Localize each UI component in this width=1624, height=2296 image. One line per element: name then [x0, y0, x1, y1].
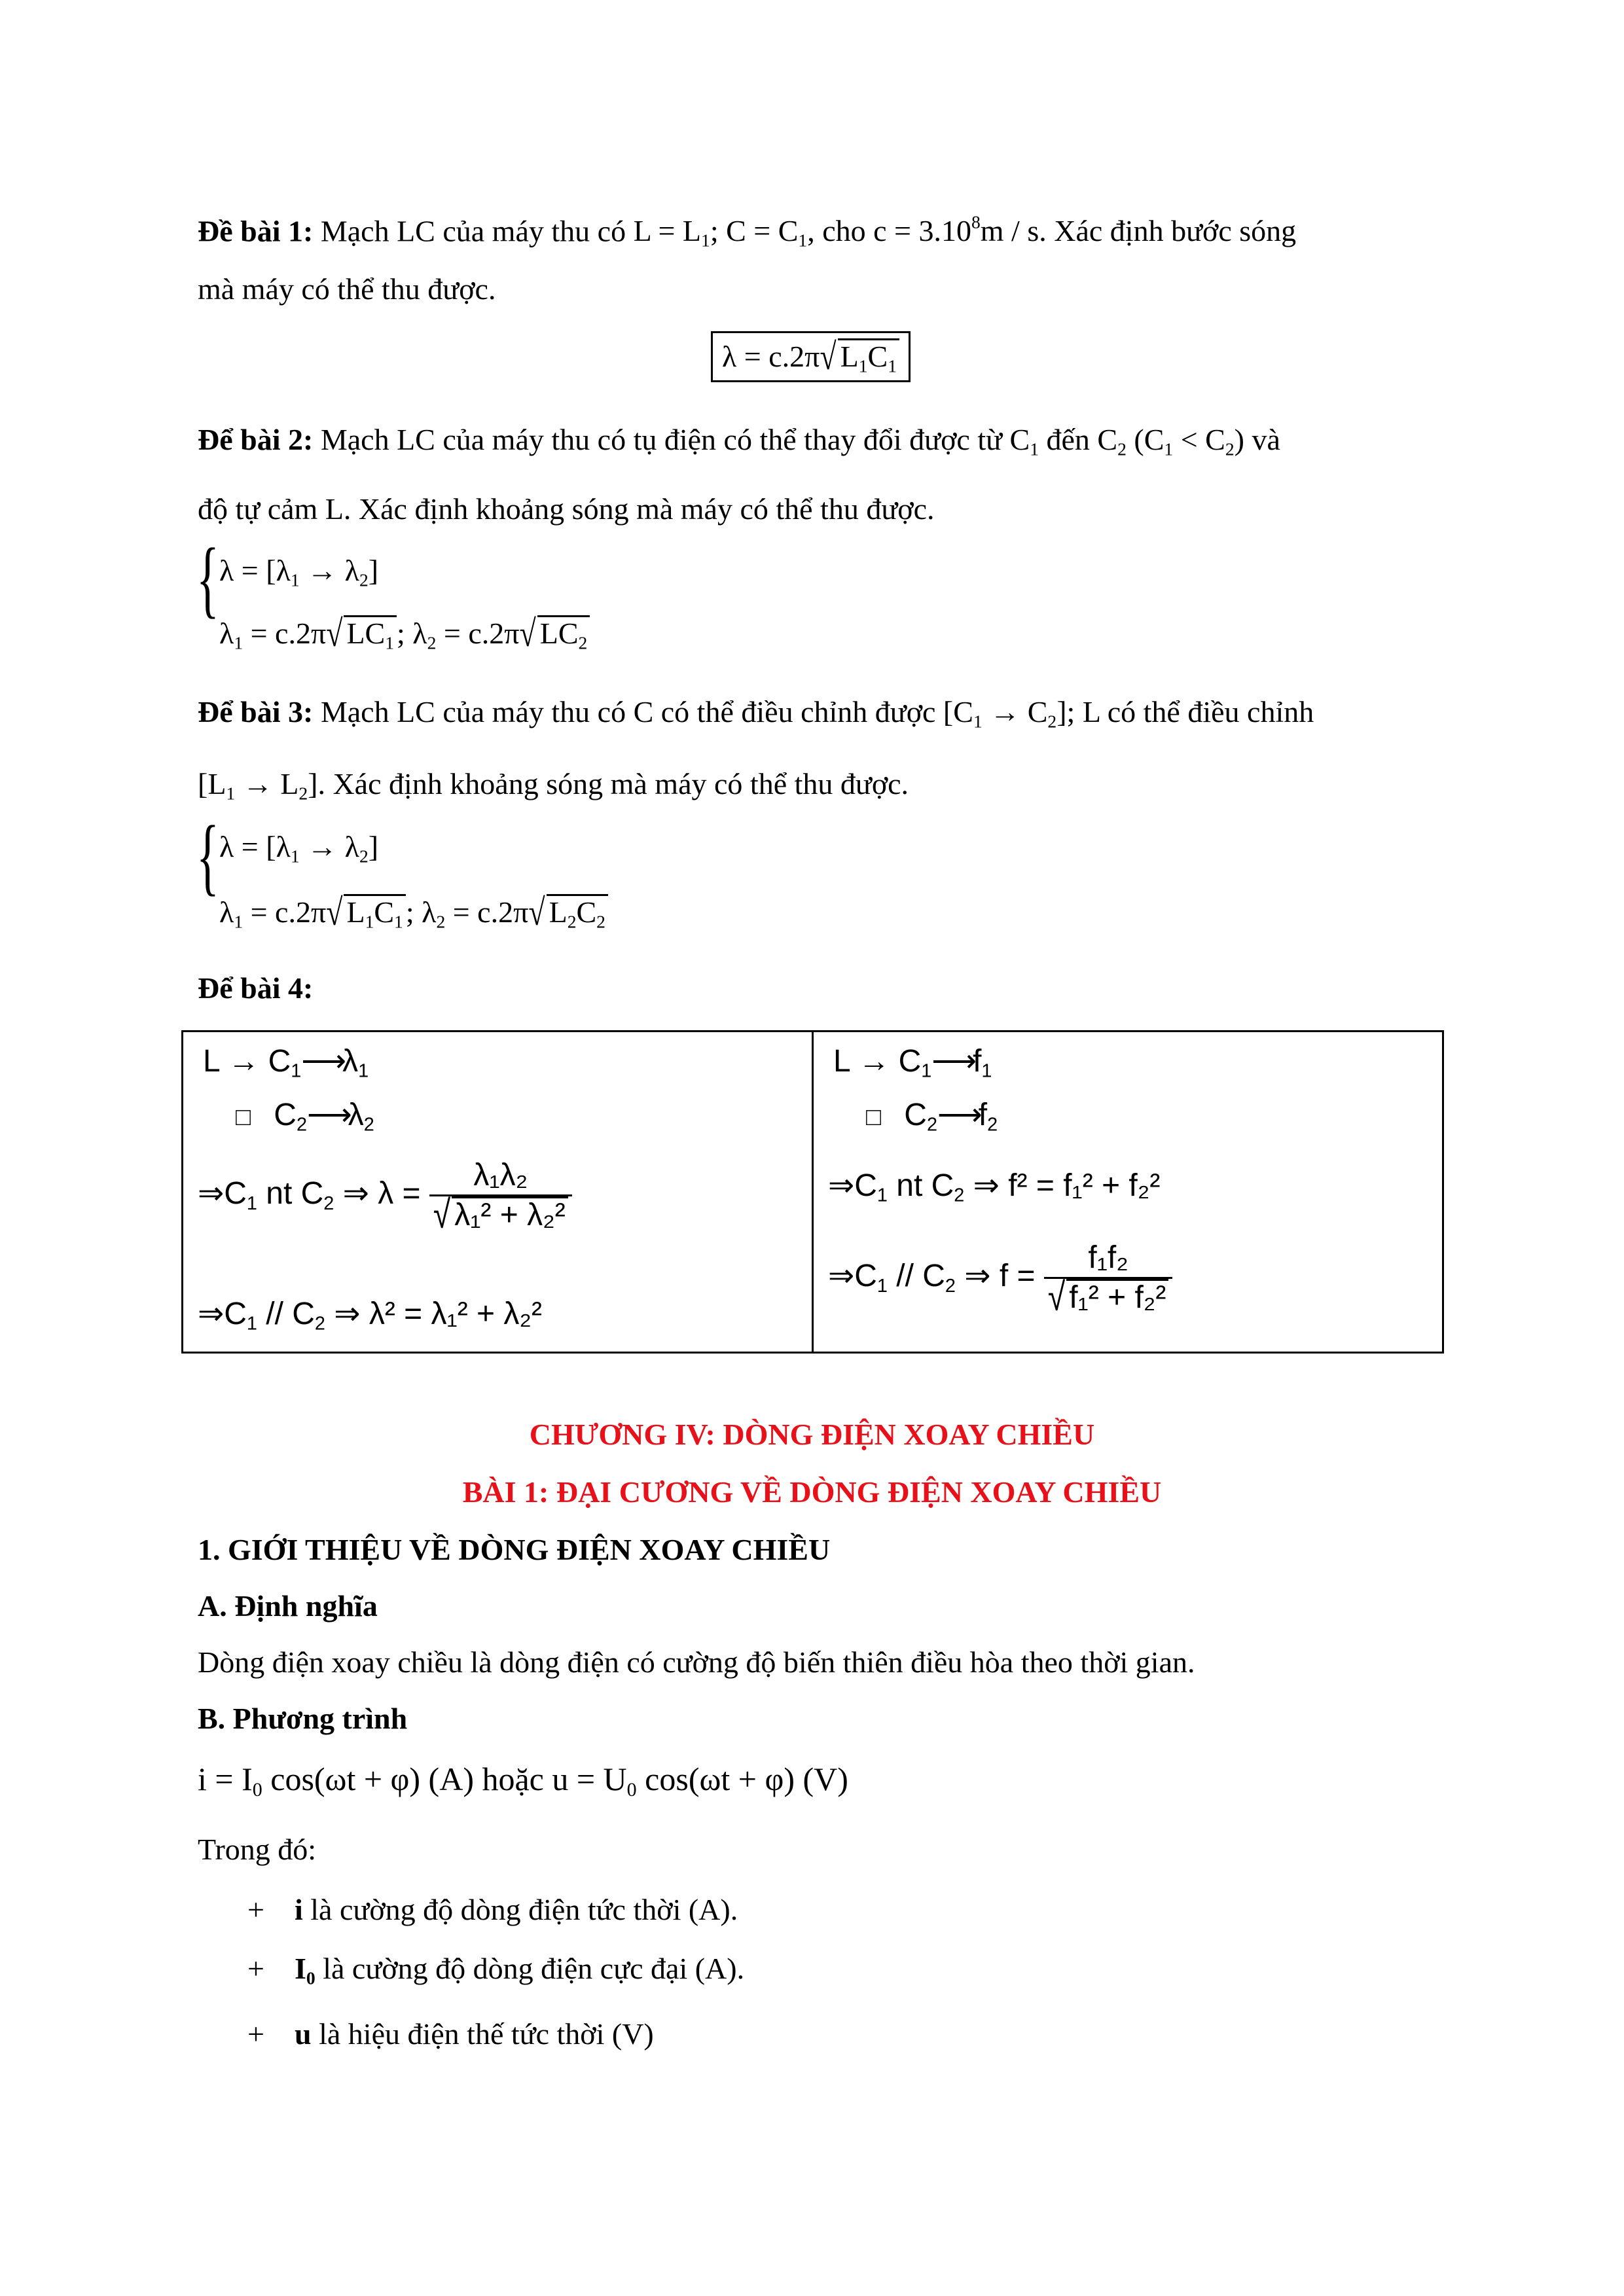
right-row-2: □ $C_2⟶f_2$ [866, 1098, 998, 1136]
problem-2-brace: { [196, 530, 219, 626]
problem-4-label: Để bài 4: [198, 971, 314, 1005]
placeholder-glyph-icon: □ [236, 1103, 251, 1131]
where-label: Trong đó: [198, 1833, 317, 1866]
right-row-4: $\Rightarrow C_1 // C_2$ ⇒ f = $\frac{\text{f₁f₂}}{\text{√ f₁² + f₂²}}$ [828, 1239, 1172, 1317]
right-row-1: $L \to C_1⟶f_1$ [833, 1044, 992, 1082]
chapter-title: CHƯƠNG IV: DÒNG ĐIỆN XOAY CHIỀU [529, 1418, 1095, 1451]
problem-3-label: Để bài 3: [198, 695, 314, 728]
problem-1-label: Đề bài 1: [198, 214, 314, 248]
problem-3-system-2: $\lambda_1 = c.2\pi√$ $L_1C_1$; $\lambda_2 = c.2\pi√$ $L_2C_2$ [219, 893, 608, 941]
bullet-plus-icon: + [247, 2017, 264, 2051]
lesson-title: BÀI 1: ĐẠI CƯƠNG VỀ DÒNG ĐIỆN XOAY CHIỀU [462, 1475, 1162, 1509]
bullet-plus-icon: + [247, 1893, 264, 1926]
problem-1-line-2: mà máy có thể thu được. [198, 272, 496, 306]
right-row-3: $\Rightarrow C_1$ nt $C_2$ ⇒ f² = f₁² + f₂² [828, 1168, 1161, 1206]
section-a-text: Dòng điện xoay chiều là dòng điện có cường độ biến thiên điều hòa theo thời gian. [198, 1645, 1195, 1679]
table-cell-frequency [814, 1032, 1442, 1352]
section-1-heading: 1. GIỚI THIỆU VỀ DÒNG ĐIỆN XOAY CHIỀU [198, 1533, 831, 1566]
section-b-heading: B. Phương trình [198, 1702, 408, 1735]
left-row-2: □ $C_2⟶\lambda_2$ [236, 1098, 374, 1136]
left-row-4: $\Rightarrow C_1 // C_2$ ⇒ λ² = λ₁² + λ₂² [198, 1297, 543, 1335]
right-parallel-fraction: $\frac{\text{f₁f₂}}{\text{√ f₁² + f₂²}}$ [1044, 1239, 1173, 1317]
section-a-heading: A. Định nghĩa [198, 1589, 378, 1623]
problem-3-system-1: $\lambda = [\lambda_1 \to \lambda_2]$ [219, 830, 379, 867]
problem-1-condition: $L = L_1$; $C = C_1$, cho $c = 3.10^8m / s$. Xác định bước sóng [633, 212, 1297, 251]
problem-3-line-2: $[L_1 \to L_2]$. Xác định khoảng sóng mà máy có thể thu được. [198, 767, 909, 804]
list-item: i là cường độ dòng điện tức thời (A). [295, 1893, 738, 1926]
problem-2-line-1: Để bài 2: Mạch LC của máy thu có tụ điện có thể thay đổi được từ $C_1$ đến $C_2$ $(C_1 < C_2)$ và [198, 423, 1280, 459]
problem-4-table [181, 1030, 1444, 1354]
problem-3-brace: { [196, 808, 219, 904]
problem-2-system-2: $\lambda_1 = c.2\pi√$ $LC_1$; $\lambda_2 = c.2\pi√$ $LC_2$ [219, 614, 590, 662]
table-cell-wavelength [183, 1032, 814, 1352]
list-item: $I_0$ là cường độ dòng điện cực đại (A). [295, 1952, 745, 1988]
bullet-plus-icon: + [247, 1952, 264, 1985]
left-row-3: $\Rightarrow C_1$ nt $C_2$ ⇒ λ = $\frac{\text{λ₁λ₂}}{\text{√ λ₁² + λ₂²}}$ [198, 1157, 572, 1234]
problem-3-line-1: Để bài 3: Mạch LC của máy thu có C có thể điều chỉnh được $[C_1 \to C_2]$; L có thể điều chỉnh [198, 695, 1314, 732]
left-row-1: $L \to C_1⟶\lambda_1$ [203, 1044, 369, 1082]
problem-2-label: Để bài 2: [198, 423, 314, 456]
problem-2-line-2: độ tự cảm L. Xác định khoảng sóng mà máy có thể thu được. [198, 492, 935, 526]
problem-1-text: Mạch LC của máy thu có [320, 214, 626, 248]
problem-1-line-1 [198, 203, 1296, 260]
problem-1-formula-box: λ = c.2π√ $L_1C_1$ [711, 331, 911, 382]
problem-2-system-1: $\lambda = [\lambda_1 \to \lambda_2]$ [219, 554, 379, 590]
list-item: u là hiệu điện thế tức thời (V) [295, 2017, 654, 2051]
left-series-fraction: $\frac{\text{λ₁λ₂}}{\text{√ λ₁² + λ₂²}}$ [429, 1157, 572, 1234]
equation-line: $i = I_0$ cos(ωt + φ) (A) hoặc $u = U_0$ cos(ωt + φ) (V) [198, 1761, 848, 1801]
placeholder-glyph-icon: □ [866, 1103, 881, 1131]
